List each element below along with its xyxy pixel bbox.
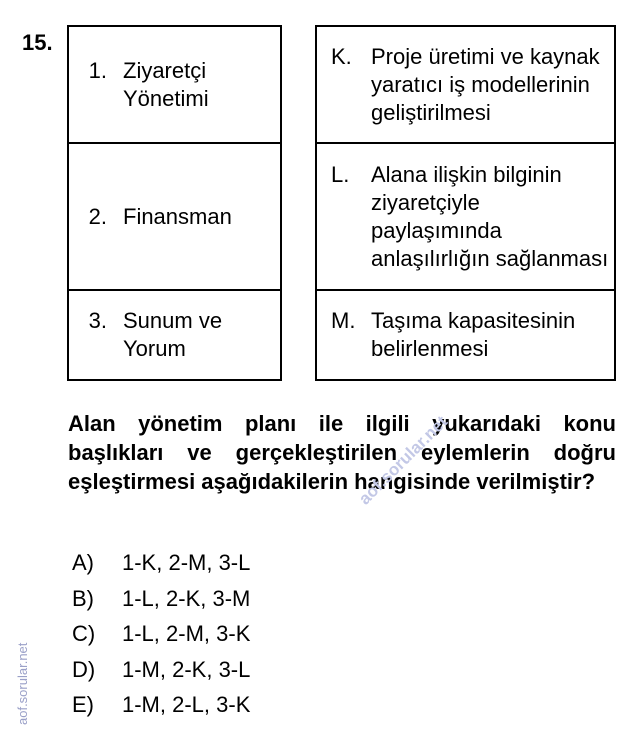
option-letter: E) — [72, 692, 94, 717]
option-letter: C) — [72, 621, 96, 646]
option-d[interactable] — [72, 652, 250, 688]
option-text: 1-L, 2-K, 3-M — [122, 585, 251, 611]
right-item-letter: K. — [331, 43, 352, 69]
watermark: aof.sorular.net — [355, 412, 452, 509]
question-text: Alan yönetim planı ile ilgili yukarıdaki konu başlıkları ve gerçekleştirilen eylemlerin doğru eşleştirmesi aşağıdakilerin hangisinde verilmiştir? — [68, 411, 616, 494]
left-item-text: Ziyaretçi Yönetimi — [123, 57, 209, 111]
right-item-letter: L. — [331, 161, 350, 187]
right-item-text: Alana ilişkin bilginin ziyaretçiyle paylaşımında anlaşılırlığın sağlanması — [371, 161, 609, 271]
left-item-number: 1. — [88, 57, 107, 83]
option-a[interactable] — [72, 545, 250, 581]
option-letter: A) — [72, 550, 94, 575]
left-item — [68, 290, 281, 380]
left-item-text: Finansman — [123, 203, 232, 229]
right-item — [316, 290, 615, 380]
answer-options — [72, 545, 250, 723]
option-text: 1-L, 2-M, 3-K — [122, 621, 251, 646]
right-item-text: Taşıma kapasitesinin belirlenmesi — [371, 308, 576, 361]
option-text: 1-M, 2-L, 3-K — [122, 692, 251, 717]
option-letter: D) — [72, 656, 96, 682]
option-text: 1-K, 2-M, 3-L — [122, 550, 251, 575]
option-e[interactable] — [72, 687, 250, 723]
question-number: 15. — [22, 30, 53, 55]
left-item — [68, 26, 281, 143]
left-item-text: Sunum ve Yorum — [123, 308, 223, 361]
right-column-table — [315, 25, 616, 381]
left-item-number: 2. — [88, 203, 107, 229]
left-column-table — [67, 25, 282, 381]
option-b[interactable] — [72, 581, 250, 617]
option-letter: B) — [72, 585, 94, 611]
left-item-number: 3. — [88, 308, 107, 333]
right-item — [316, 143, 615, 290]
right-item-letter: M. — [331, 308, 356, 333]
left-item — [68, 143, 281, 290]
option-text: 1-M, 2-K, 3-L — [122, 656, 251, 682]
option-c[interactable] — [72, 616, 250, 652]
side-watermark: aof.sorular.net — [15, 642, 30, 725]
right-item-text: Proje üretimi ve kaynak yaratıcı iş modellerinin geliştirilmesi — [371, 43, 600, 125]
right-item — [316, 26, 615, 143]
